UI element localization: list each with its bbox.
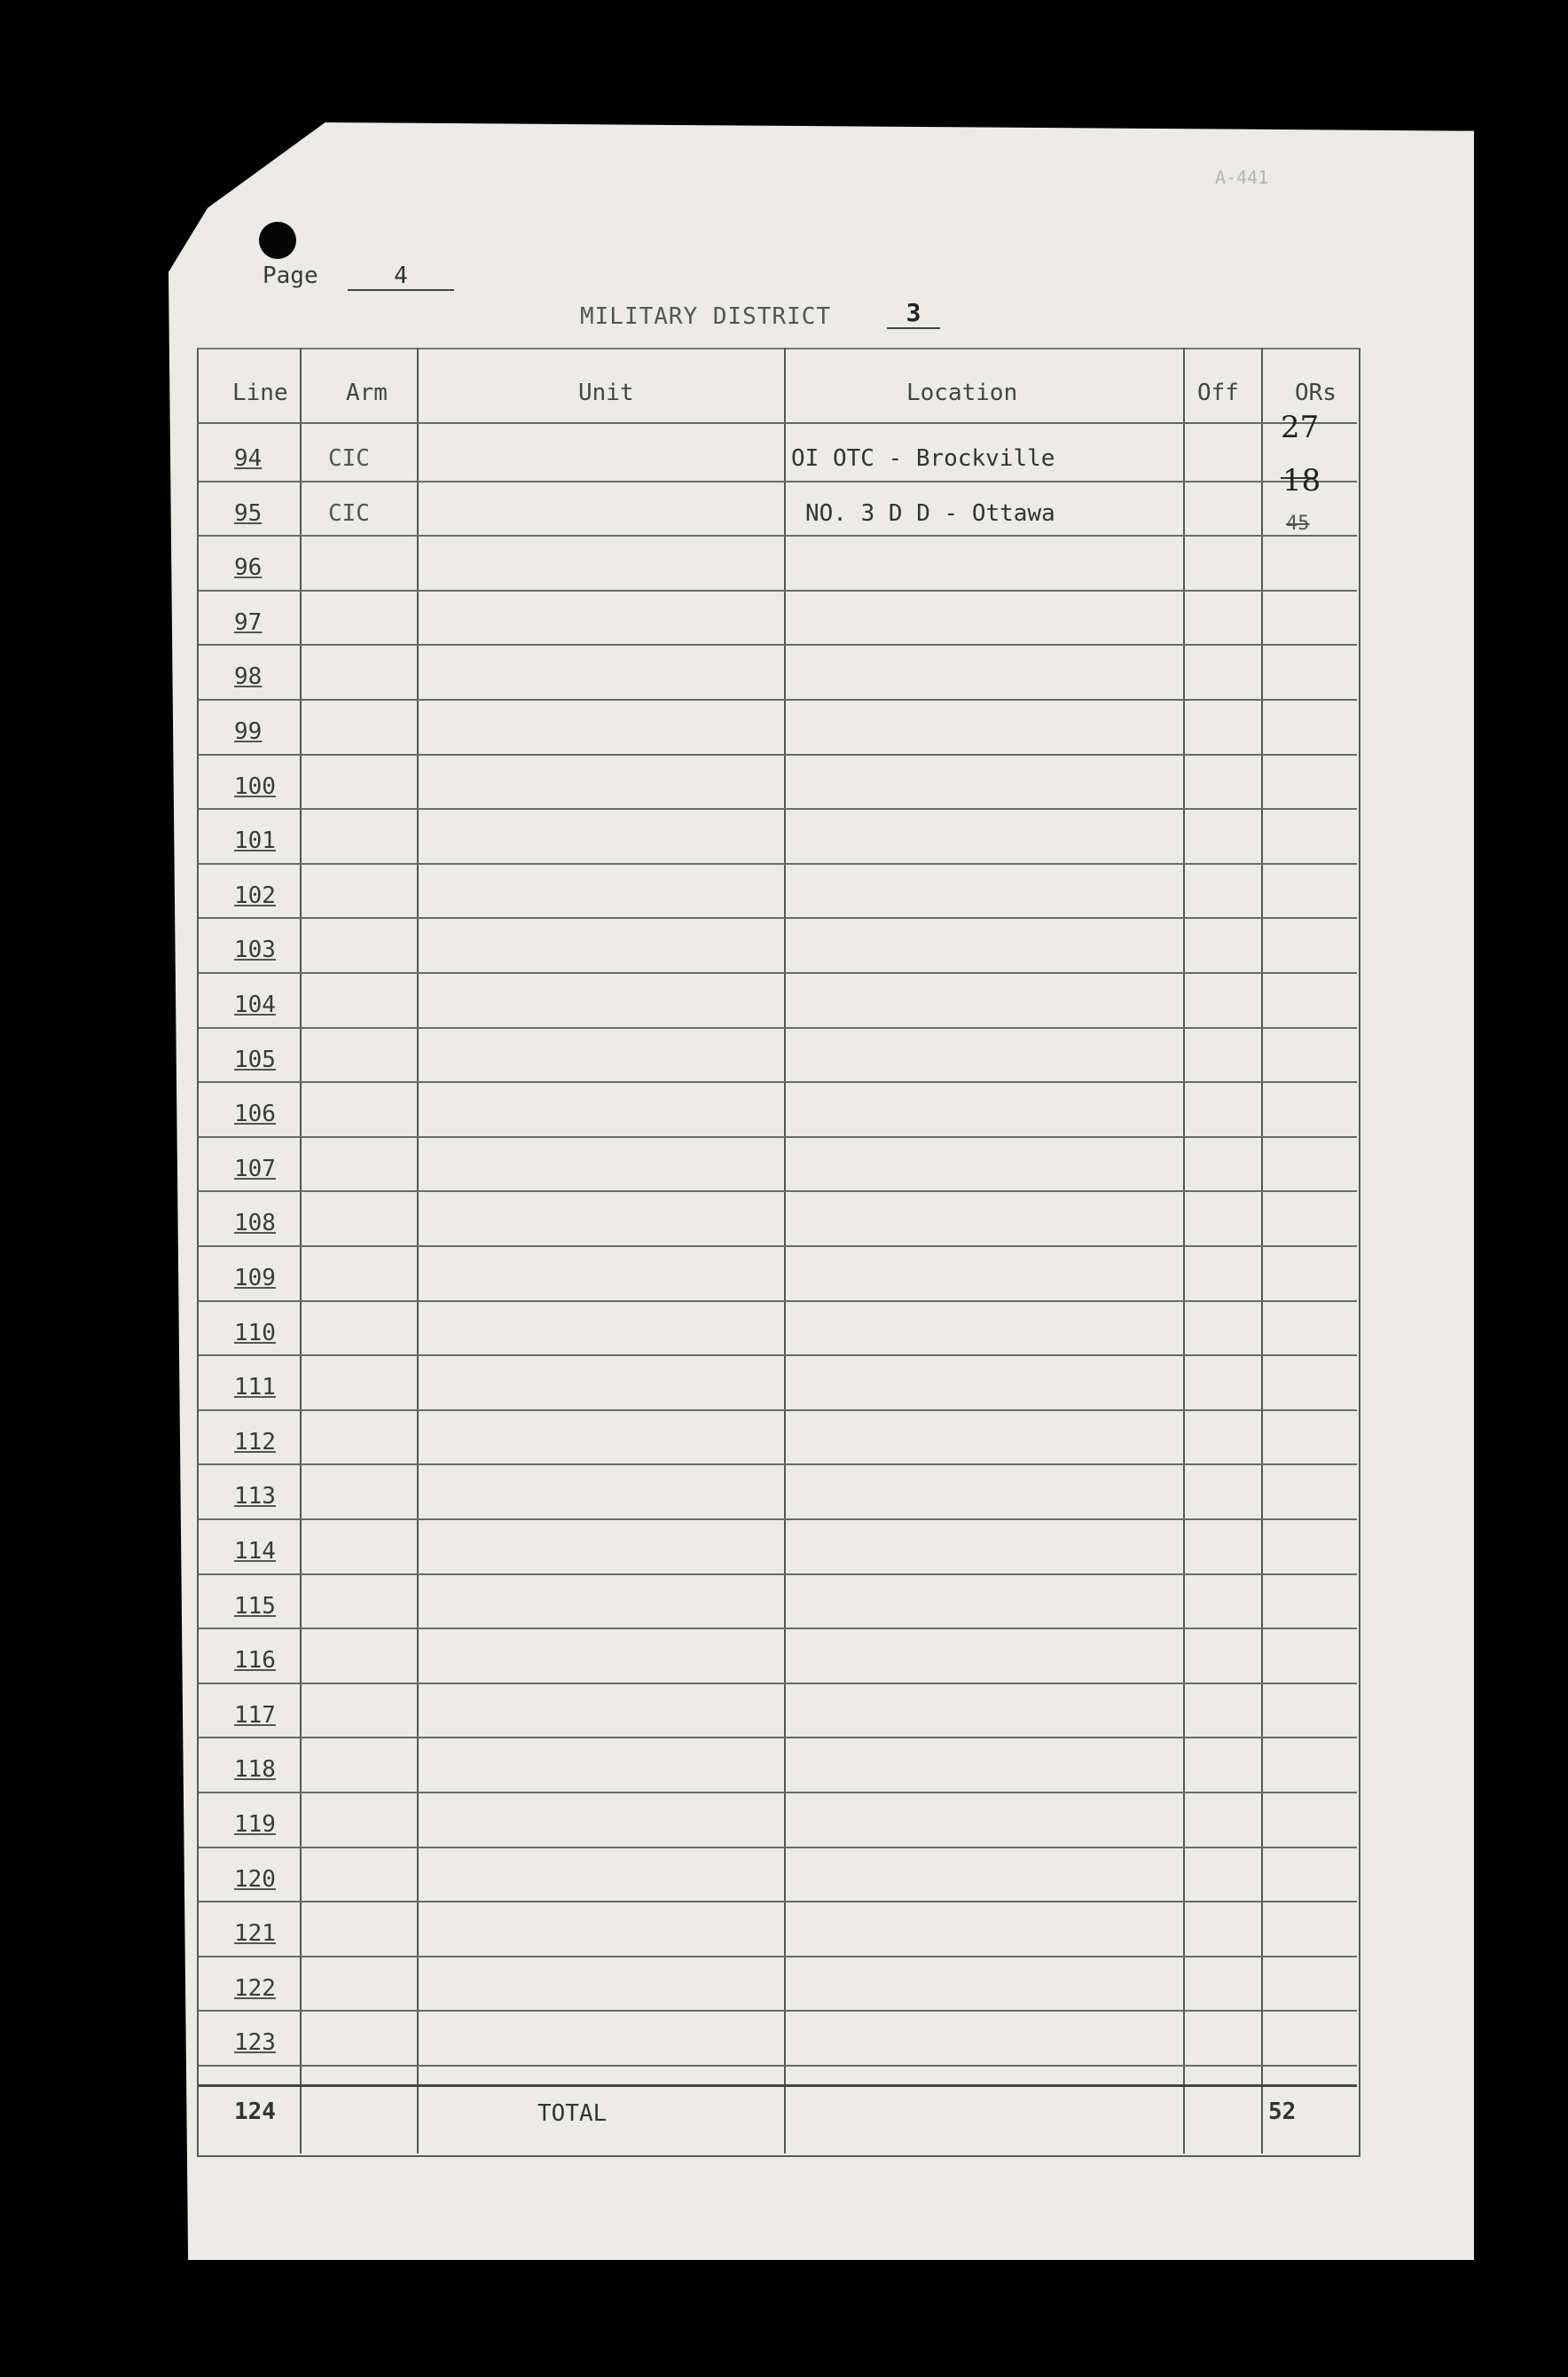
line-number: 113 [234,1483,276,1510]
row-rule [199,699,1357,701]
arm-cell: CIC [328,499,370,527]
struck-value: 45 [1286,513,1310,535]
row-rule [199,535,1357,537]
total-ors: 52 [1268,2099,1297,2125]
district-title: MILITARY DISTRICT [580,303,832,330]
row-rule [199,1901,1357,1902]
line-number: 117 [234,1701,276,1729]
row-rule [199,1847,1357,1848]
column-header-ors: ORs [1295,380,1337,406]
line-number: 97 [234,608,263,636]
row-rule [199,2065,1357,2067]
row-rule [199,754,1357,756]
line-number: 120 [234,1865,276,1893]
line-number: 114 [234,1538,276,1565]
column-divider [784,348,786,2153]
line-number: 102 [234,882,276,909]
line-number: 99 [234,718,263,745]
line-number: 109 [234,1265,276,1291]
row-rule [199,808,1357,810]
district-number: 3 [887,298,940,329]
line-number: 94 [234,445,263,472]
row-rule [199,481,1357,482]
column-divider [417,348,419,2153]
total-rule [199,2084,1357,2087]
row-rule [199,917,1357,919]
column-header-off: Off [1197,380,1239,406]
line-number: 118 [234,1756,276,1784]
punch-hole [259,222,296,259]
corner-mark: A-441 [1215,167,1269,188]
column-header-arm: Arm [346,380,388,406]
line-number: 122 [234,1974,276,2002]
header-rule [199,422,1357,424]
row-rule [199,1136,1357,1138]
row-rule [199,972,1357,974]
column-header-location: Location [906,380,1018,406]
line-number: 116 [234,1647,276,1675]
page-number: 4 [348,263,454,291]
line-number: 95 [234,499,263,527]
line-number: 104 [234,992,276,1018]
page-label: Page [263,263,318,289]
row-rule [199,1518,1357,1520]
line-number: 105 [234,1046,276,1073]
column-divider [1183,348,1185,2153]
row-rule [199,1245,1357,1247]
line-number: 108 [234,1210,276,1237]
total-line-number: 124 [234,2099,276,2125]
row-rule [199,2010,1357,2012]
row-rule [199,1190,1357,1192]
row-rule [199,1081,1357,1083]
line-number: 121 [234,1920,276,1948]
line-number: 103 [234,937,276,964]
column-divider [1261,348,1263,2153]
line-number: 100 [234,773,276,800]
column-header-line: Line [232,380,288,406]
column-divider [300,348,302,2153]
row-rule [199,1956,1357,1957]
row-rule [199,1354,1357,1356]
line-number: 106 [234,1101,276,1128]
arm-cell: CIC [328,445,370,472]
row-rule [199,1463,1357,1465]
row-rule [199,1737,1357,1738]
column-header-unit: Unit [578,380,634,406]
line-number: 110 [234,1319,276,1346]
line-number: 101 [234,828,276,855]
row-rule [199,1683,1357,1684]
row-rule [199,644,1357,646]
row-rule [199,590,1357,592]
line-number: 123 [234,2029,276,2057]
ors-value-row-94: 27 [1281,410,1320,445]
line-number: 98 [234,663,263,691]
line-number: 107 [234,1155,276,1182]
total-label: TOTAL [537,2100,608,2127]
row-rule [199,1027,1357,1029]
line-number: 115 [234,1592,276,1620]
line-number: 112 [234,1428,276,1455]
table-frame [197,348,1360,2157]
row-rule [199,1573,1357,1575]
line-number: 111 [234,1374,276,1401]
location-cell: NO. 3 D D - Ottawa [805,499,1055,527]
row-rule [199,863,1357,865]
ors-value-row-95: 18 [1282,463,1321,498]
row-rule [199,1300,1357,1302]
row-rule [199,1628,1357,1629]
location-cell: OI OTC - Brockville [791,445,1055,472]
line-number: 96 [234,554,263,582]
row-rule [199,1409,1357,1411]
line-number: 119 [234,1811,276,1838]
row-rule [199,1792,1357,1793]
